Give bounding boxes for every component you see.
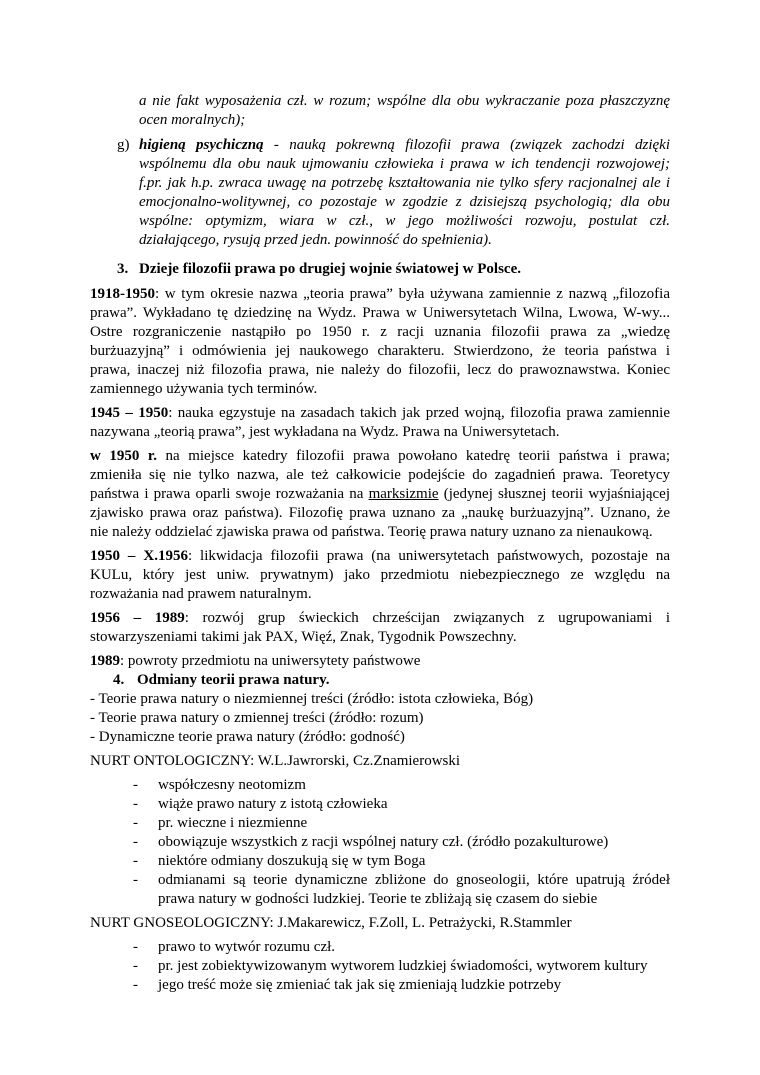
p1950-line-3 <box>90 485 670 504</box>
p1956-date: 1956 – 1989 <box>90 610 185 626</box>
p1945-line-1 <box>90 404 670 423</box>
section-4-heading: Odmiany teorii prawa natury. <box>137 672 330 688</box>
list-dash: - <box>133 777 138 793</box>
ontological-heading: NURT ONTOLOGICZNY: W.L.Jawrorski, Cz.Znamierowski <box>90 753 461 769</box>
p1950-line-3-post: (jedynej słusznej teorii wyjaśniającej <box>438 486 670 502</box>
ontological-item: obowiązuje wszystkich z racji wspólnej natury czł. (źródło pozakulturowe) <box>158 834 609 850</box>
p1989-date: 1989 <box>90 653 120 669</box>
p1956x-line-1-rest: : likwidacja filozofii prawa (na uniwersytetach państwowych, pozostaje na <box>187 548 670 564</box>
p1918-line-3: Ostre rozgraniczenie nastąpiło po 1950 r. z racji uznania filozofii prawa za „wiedzę <box>90 324 670 340</box>
list-dash: - <box>133 796 138 812</box>
p1945-line-2: nazywana „teorią prawa”, jest wykładana na Wydz. Prawa na Uniwersytetach. <box>90 424 560 440</box>
item-g-line-5: wspólne: optymizm, wiara w czł., w jego możliwości rozwoju, postulat czł. <box>139 213 670 229</box>
p1956-line-1-rest: : rozwój grup świeckich chrześcijan związanych z ugrupowaniami i <box>184 610 670 626</box>
list-dash: - <box>133 958 138 974</box>
p1956x-line-1 <box>90 547 670 566</box>
p1950-line-1 <box>90 447 670 466</box>
p1918-line-1 <box>90 285 670 304</box>
section-4-number: 4. <box>113 672 125 688</box>
p1950-line-1-rest: na miejsce katedry filozofii prawa powołano katedrę teorii państwa i prawa; <box>156 448 670 464</box>
intro-line-2: ocen moralnych); <box>139 112 246 128</box>
variety-item: - Teorie prawa natury o zmiennej treści (źródło: rozum) <box>90 710 424 726</box>
p1950-date: w 1950 r. <box>90 448 157 464</box>
list-dash: - <box>133 834 138 850</box>
p1918-line-6: zamiennego używania tych terminów. <box>90 381 318 397</box>
p1945-date: 1945 – 1950 <box>90 405 169 421</box>
list-dash: - <box>133 939 138 955</box>
p1956-line-1 <box>90 609 670 628</box>
item-g-line-1-rest: - nauką pokrewną filozofii prawa (związek zachodzi dzięki <box>263 137 670 153</box>
p1918-date: 1918-1950 <box>90 286 155 302</box>
p1989-line <box>90 652 670 671</box>
section-3-number: 3. <box>117 261 129 277</box>
p1956x-date: 1950 – X.1956 <box>90 548 188 564</box>
variety-item: - Dynamiczne teorie prawa natury (źródło: godność) <box>90 729 405 745</box>
ontological-item: niektóre odmiany doszukują się w tym Boga <box>158 853 426 869</box>
intro-line-1: a nie fakt wyposażenia czł. w rozum; wspólne dla obu wykraczanie poza płaszczyznę <box>139 93 670 109</box>
list-dash: - <box>133 853 138 869</box>
p1956x-line-3: rozważania nad prawem naturalnym. <box>90 586 312 602</box>
gnoseological-item: prawo to wytwór rozumu czł. <box>158 939 336 955</box>
item-g-line-3: f.pr. jak h.p. zwraca uwagę na potrzebę kształtowania nie tylko sfery racjonalnej ale i <box>139 175 670 191</box>
item-g-line-4: emocjonalno-wolitywnej, co pozostaje w zgodzie z dzisiejszą psychologią; dla obu <box>139 194 670 210</box>
p1956-line-2: stowarzyszeniami takimi jak PAX, Więź, Znak, Tygodnik Powszechny. <box>90 629 517 645</box>
p1918-line-2: prawa”. Wykładano tę dziedzinę na Wydz. Prawa w Uniwersytetach Wilna, Lwowa, W-wy... <box>90 305 670 321</box>
section-3-heading: Dzieje filozofii prawa po drugiej wojnie światowej w Polsce. <box>139 261 522 277</box>
ontological-item: współczesny neotomizm <box>158 777 306 793</box>
p1918-line-4: burżuazyjną” i odmówienia jej naukowego charakteru. Stwierdzono, że teoria państwa i <box>90 343 670 359</box>
item-g-line-6: działającego, rysują przed jedn. powinność do spełnienia). <box>139 232 492 248</box>
p1918-line-1-rest: : w tym okresie nazwa „teoria prawa” była używana zamiennie z nazwą „filozofia <box>155 286 670 302</box>
p1956x-line-2: KULu, który jest uniw. prywatnym) jako przedmiotu niebezpiecznego ze względu na <box>90 567 670 583</box>
ontological-item: odmianami są teorie dynamiczne zbliżone do gnoseologii, które upatrują źródeł <box>158 872 670 888</box>
item-g-line-2: wspólnemu dla obu nauk ujmowaniu człowieka i prawa w ich tendencji rozwojowej; <box>139 156 670 172</box>
p1918-line-5: prawa, inaczej niż filozofia prawa, nie należy do filozofii, lecz do prawoznawstwa. Koniec <box>90 362 670 378</box>
gnoseological-heading: NURT GNOSEOLOGICZNY: J.Makarewicz, F.Zoll, L. Petrażycki, R.Stammler <box>90 915 572 931</box>
p1945-line-1-rest: : nauka egzystuje na zasadach takich jak przed wojną, filozofia prawa zamiennie <box>168 405 670 421</box>
marksizm-link[interactable]: marksizmie <box>368 486 439 502</box>
list-dash: - <box>133 977 138 993</box>
p1989-rest: : powroty przedmiotu na uniwersytety państwowe <box>120 653 421 669</box>
ontological-item-continued: prawa natury w godności ludzkiej. Teorie te zbliżają się czasem do siebie <box>158 891 598 907</box>
p1950-line-2: zmieniła się nie tylko nazwa, ale też całkowicie podejście do zagadnień prawa. Teoretycy <box>90 467 670 483</box>
item-g-line-1 <box>139 136 670 155</box>
p1950-line-3-pre: państwa i prawa oparli swoje rozważania na <box>90 486 369 502</box>
item-g-marker: g) <box>117 137 130 153</box>
ontological-item: wiąże prawo natury z istotą człowieka <box>158 796 388 812</box>
p1950-line-4: zjawisko prawa oraz państwa). Filozofię prawa uznano za „naukę burżuazyjną”. Uznano, że <box>90 505 670 521</box>
item-g-term: higieną psychiczną <box>139 137 264 153</box>
gnoseological-item: jego treść może się zmieniać tak jak się zmieniają ludzkie potrzeby <box>158 977 562 993</box>
list-dash: - <box>133 872 138 888</box>
variety-item: - Teorie prawa natury o niezmiennej treści (źródło: istota człowieka, Bóg) <box>90 691 534 707</box>
ontological-item: pr. wieczne i niezmienne <box>158 815 308 831</box>
list-dash: - <box>133 815 138 831</box>
p1950-line-5: nie należy oddzielać zjawiska prawa od państwa. Teorię prawa natury uznano za nienaukową. <box>90 524 653 540</box>
gnoseological-item: pr. jest zobiektywizowanym wytworem ludzkiej świadomości, wytworem kultury <box>158 958 648 974</box>
